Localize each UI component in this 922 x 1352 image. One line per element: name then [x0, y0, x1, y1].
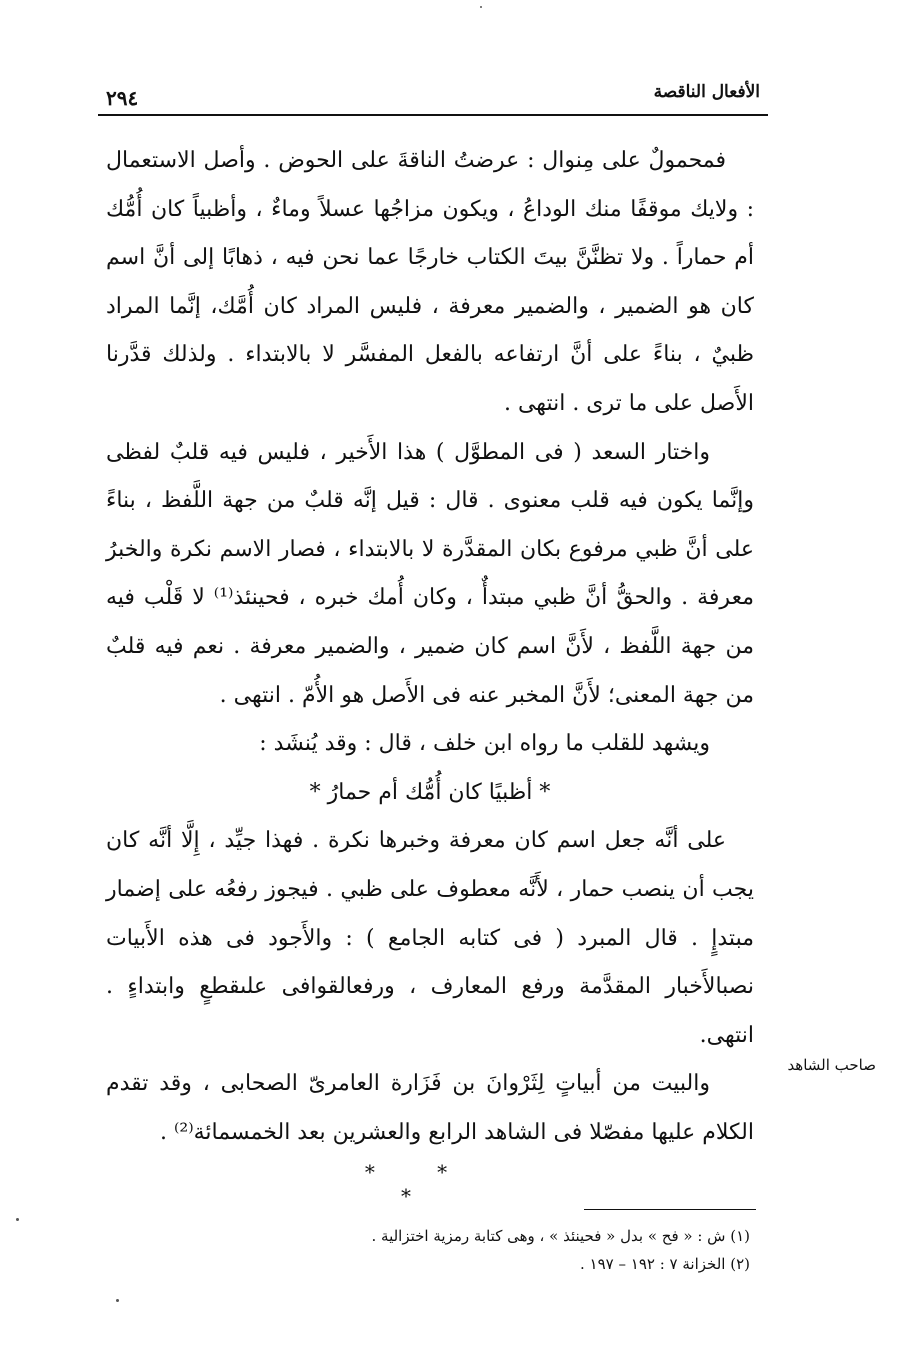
- page-number: ٢٩٤: [106, 86, 139, 110]
- footnote-rule: [584, 1209, 756, 1210]
- footnote: (٢) الخزانة ٧ : ١٩٢ – ١٩٧ .: [580, 1255, 750, 1273]
- margin-note: صاحب الشاهد: [787, 1056, 876, 1074]
- paragraph: واختار السعد ( فى المطوَّل ) هذا الأَخير ، فليس فيه قلبٌ لفظى وإنَّما يكون فيه قلب معنوى . قال : قيل إنَّه قلبٌ من جهة اللَّفظ ، بناءً على أنَّ ظبي مرفوع بكان المقدَّرة لا بالابتداء ، فصار الاسم نكرة والخبرُ معرفة . والحقُّ أنَّ ظبي مبتدأٌ ، وكان أُمك خبره ، فحينئذ⁽¹⁾ لا قَلْب فيه من جهة اللَّفظ ، لأَنَّ اسم كان ضمير ، والضمير معرفة . نعم فيه قلبٌ من جهة المعنى؛ لأَنَّ المخبر عنه فى الأَصل هو الأُمّ . انتهى .: [106, 439, 754, 708]
- scan-speck: [116, 1299, 119, 1302]
- section-separator: * * *: [364, 1160, 476, 1208]
- scan-speck: [480, 6, 482, 8]
- page-header: [98, 70, 768, 116]
- scan-speck: [16, 1218, 19, 1221]
- running-title: الأفعال الناقصة: [653, 82, 760, 102]
- body-text: [106, 137, 754, 1157]
- verse-intro: ويشهد للقلب ما رواه ابن خلف ، قال : وقد يُنشَد :: [259, 731, 710, 757]
- footnotes: [250, 1222, 750, 1278]
- paragraph: والبيت من أبياتٍ لِثَرْوانَ بن فَزَارة العامرىّ الصحابى ، وقد تقدم الكلام عليها مفصّلا فى الشاهد الرابع والعشرين بعد الخمسمائة⁽²⁾ .: [106, 1071, 754, 1145]
- footnote: (١) ش : « فح » بدل « فحينئذ » ، وهى كتابة رمزية اختزالية .: [371, 1227, 750, 1245]
- paragraph: فمحمولٌ على مِنوال : عرضتُ الناقةَ على الحوض . وأصل الاستعمال : ولايك موقفًا منك الوداعُ ، ويكون مزاجُها عسلاً وماءٌ ، وأظبياً كان أُمُّك أم حماراً . ولا تظنَّنَّ بيتَ الكتاب خارجًا عما نحن فيه ، ذهابًا إلى أنَّ اسم كان هو الضمير ، والضمير معرفة ، فليس المراد كان أُمَّك، إنَّما المراد ظبيٌ ، بناءً على أنَّ ارتفاعه بالفعل المفسَّر لا بالابتداء . ولذلك قدَّرنا الأَصل على ما ترى . انتهى .: [106, 148, 754, 416]
- paragraph: على أنَّه جعل اسم كان معرفة وخبرها نكرة . فهذا جيِّد ، إِلَّا أنَّه كان يجب أن ينصب حمار ، لأَنَّه معطوف على ظبي . فيجوز رفعُه على إضمار مبتدإٍ . قال المبرد ( فى كتابه الجامع ) : والأَجود فى هذه الأَبيات نصبالأَخبار المقدَّمة ورفع المعارف ، ورفعالقوافى علىقطعٍ وابتداءٍ . انتهى.: [106, 828, 754, 1048]
- verse-line: * أظبيًا كان أُمُّك أم حمارُ *: [309, 779, 551, 805]
